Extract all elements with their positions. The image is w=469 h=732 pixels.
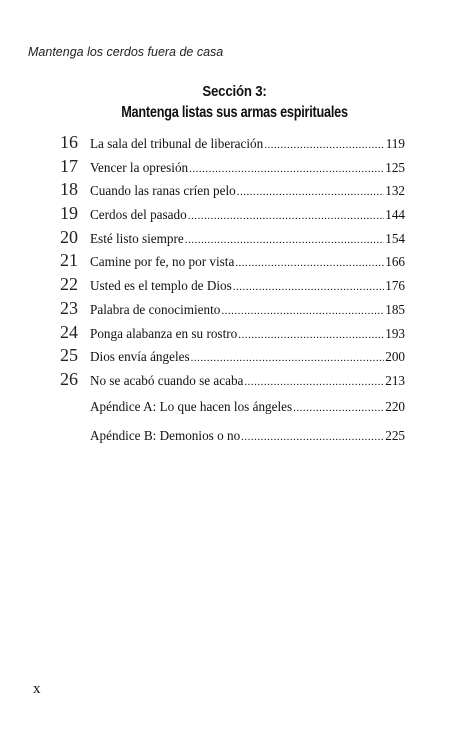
dot-leader bbox=[264, 139, 385, 151]
dot-leader bbox=[237, 186, 384, 198]
dot-leader bbox=[235, 257, 384, 269]
page-number: 166 bbox=[385, 254, 405, 270]
chapter-title: Camine por fe, no por vista bbox=[90, 254, 235, 270]
chapter-number: 21 bbox=[60, 250, 78, 271]
toc-appendix-entry bbox=[60, 428, 405, 452]
toc-entry bbox=[60, 250, 405, 274]
running-head: Mantenga los cerdos fuera de casa bbox=[28, 45, 224, 59]
chapter-title: No se acabó cuando se acaba bbox=[90, 372, 244, 388]
table-of-contents bbox=[60, 132, 405, 452]
chapter-title: Vencer la opresión bbox=[90, 159, 189, 175]
page-number: 154 bbox=[385, 230, 405, 246]
dot-leader bbox=[233, 281, 384, 293]
chapter-number: 16 bbox=[60, 132, 78, 152]
chapter-title: Ponga alabanza en su rostro bbox=[90, 325, 238, 341]
page-number: 200 bbox=[385, 349, 405, 365]
chapter-title: Palabra de conocimiento bbox=[90, 301, 221, 317]
dot-leader bbox=[189, 163, 384, 175]
appendix-title: Apéndice A: Lo que hacen los ángeles bbox=[90, 398, 293, 414]
chapter-number: 23 bbox=[60, 297, 78, 318]
chapter-number: 24 bbox=[60, 321, 78, 342]
dot-leader bbox=[293, 402, 384, 414]
page-number: 144 bbox=[385, 207, 405, 223]
chapter-number: 22 bbox=[60, 274, 78, 295]
chapter-number: 26 bbox=[60, 368, 78, 389]
chapter-title: La sala del tribunal de liberación bbox=[90, 136, 264, 151]
dot-leader bbox=[238, 329, 384, 341]
page-number: 185 bbox=[385, 301, 405, 317]
page-folio: x bbox=[33, 681, 41, 697]
toc-entry bbox=[60, 298, 405, 322]
dot-leader bbox=[241, 431, 384, 443]
chapter-number: 20 bbox=[60, 226, 78, 247]
chapter-title: Cuando las ranas críen pelo bbox=[90, 183, 236, 199]
page-number: 193 bbox=[385, 325, 405, 341]
section-number: Sección 3: bbox=[202, 83, 267, 100]
chapter-title: Usted es el templo de Dios bbox=[90, 278, 232, 294]
chapter-title: Dios envía ángeles bbox=[90, 349, 190, 365]
toc-entry bbox=[60, 345, 405, 369]
toc-entry bbox=[60, 156, 405, 180]
dot-leader bbox=[244, 376, 384, 388]
toc-entry bbox=[60, 369, 405, 393]
dot-leader bbox=[191, 352, 385, 364]
toc-entry bbox=[60, 274, 405, 298]
toc-entry bbox=[60, 227, 405, 251]
toc-entry bbox=[60, 179, 405, 203]
page-number: 225 bbox=[385, 428, 405, 444]
toc-entry bbox=[60, 203, 405, 227]
chapter-number: 18 bbox=[60, 179, 78, 200]
page-number: 176 bbox=[385, 278, 405, 294]
dot-leader bbox=[185, 234, 384, 246]
page-number: 132 bbox=[385, 183, 405, 199]
section-title: Mantenga listas sus armas espirituales bbox=[121, 104, 348, 121]
chapter-number: 19 bbox=[60, 203, 78, 224]
chapter-title: Cerdos del pasado bbox=[90, 207, 187, 223]
page-number: 213 bbox=[385, 372, 405, 388]
toc-entry bbox=[60, 132, 405, 156]
appendix-title: Apéndice B: Demonios o no bbox=[90, 428, 241, 444]
dot-leader bbox=[221, 305, 384, 317]
chapter-number: 25 bbox=[60, 345, 78, 366]
page-number: 220 bbox=[385, 398, 405, 414]
page-number: 125 bbox=[385, 159, 405, 175]
page-number: 119 bbox=[385, 136, 405, 151]
toc-appendix-entry bbox=[60, 399, 405, 423]
chapter-title: Esté listo siempre bbox=[90, 230, 184, 246]
dot-leader bbox=[188, 210, 385, 222]
chapter-number: 17 bbox=[60, 155, 78, 176]
toc-entry bbox=[60, 322, 405, 346]
section-heading bbox=[0, 82, 469, 123]
